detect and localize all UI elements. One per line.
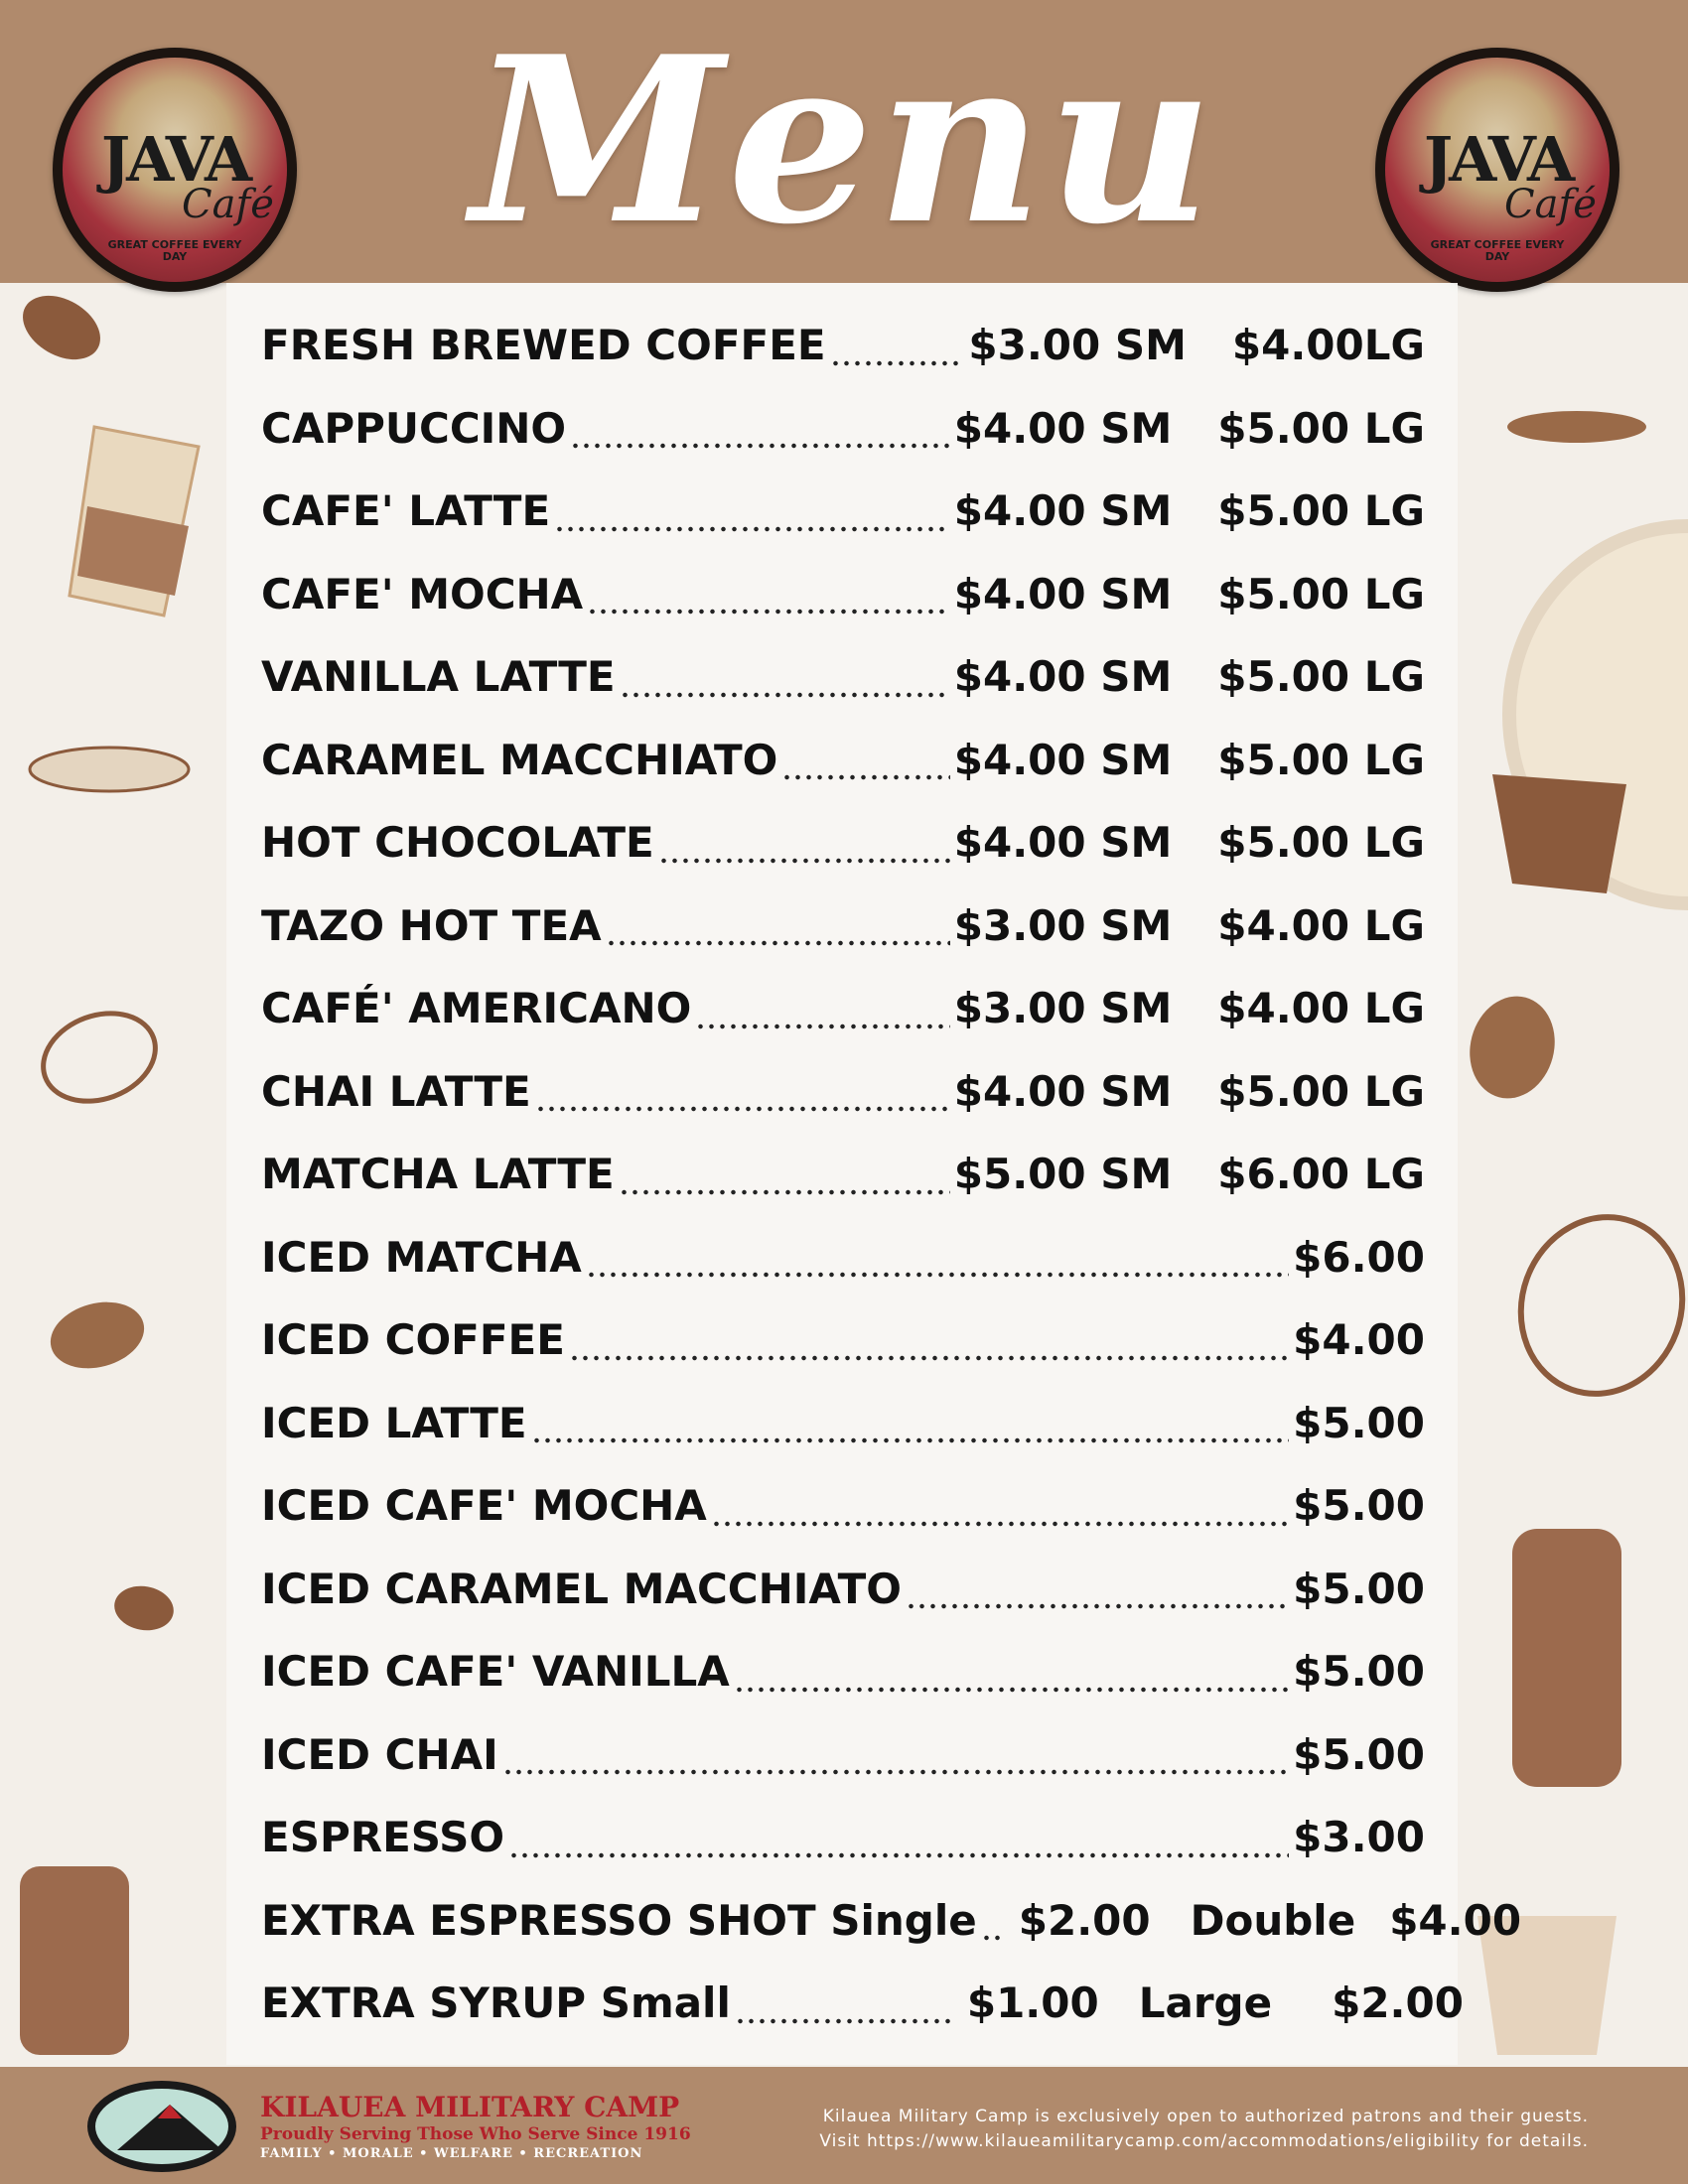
item-price: $5.00 (1293, 1647, 1425, 1697)
footer-note-line: Visit https://www.kilaueamilitarycamp.com/accommodations/eligibility for details. (819, 2131, 1589, 2151)
price-small: $4.00 SM (953, 735, 1173, 784)
item-name: ICED MATCHA (261, 1232, 582, 1282)
menu-item (261, 801, 1425, 885)
camp-values: FAMILY • MORALE • WELFARE • RECREATION (260, 2146, 643, 2161)
dot-leader (734, 1686, 1289, 1694)
item-name: ICED CAFE' VANILLA (261, 1647, 730, 1697)
price-small: $4.00 SM (953, 652, 1173, 702)
item-name: ICED CARAMEL MACCHIATO (261, 1564, 902, 1613)
dot-leader (508, 1851, 1289, 1859)
item-name: VANILLA LATTE (261, 652, 616, 702)
menu-item (261, 1548, 1425, 1631)
price-small: $4.00 SM (953, 1066, 1173, 1116)
menu-item (261, 470, 1425, 553)
camp-tagline: Proudly Serving Those Who Serve Since 1916 (260, 2124, 691, 2144)
price-large: $5.00 LG (1217, 486, 1425, 536)
item-name: ICED COFFEE (261, 1315, 565, 1365)
price-small: $4.00 SM (953, 403, 1173, 453)
price-large: $5.00 LG (1217, 735, 1425, 784)
dot-leader (658, 857, 950, 865)
dot-leader (502, 1768, 1289, 1776)
menu-item (261, 1216, 1425, 1299)
dot-leader (781, 773, 949, 781)
menu-item (261, 1464, 1425, 1548)
menu-item (261, 1133, 1425, 1216)
dot-leader (606, 939, 950, 947)
menu-item (261, 553, 1425, 636)
price-large: $6.00 LG (1217, 1150, 1425, 1199)
item-price: $5.00 (1293, 1398, 1425, 1447)
price-small: $4.00 SM (953, 486, 1173, 536)
dot-leader (981, 1934, 1003, 1942)
dot-leader (620, 691, 950, 699)
footer-note (695, 2105, 1589, 2154)
menu-item (261, 1796, 1425, 1879)
price-large: $5.00 LG (1217, 818, 1425, 868)
price-small: $4.00 SM (953, 818, 1173, 868)
logo-brand: JAVA (100, 123, 249, 196)
item-name: FRESH BREWED COFFEE (261, 321, 826, 370)
price-small: $5.00 SM (953, 1150, 1173, 1199)
price-double: $4.00 (1389, 1895, 1522, 1945)
item-name: ICED CHAI (261, 1729, 498, 1779)
price-large: $4.00 LG (1217, 900, 1425, 950)
item-name: CARAMEL MACCHIATO (261, 735, 778, 784)
item-name: CAFÉ' AMERICANO (261, 984, 692, 1033)
menu-item (261, 387, 1425, 471)
extra-espresso-row (261, 1879, 1522, 1963)
price-large: $2.00 (1332, 1979, 1464, 2028)
dot-leader (586, 1271, 1289, 1279)
item-price: $4.00 (1293, 1315, 1425, 1365)
item-price: $6.00 (1293, 1232, 1425, 1282)
dot-leader (587, 608, 950, 615)
coffee-bean-icon (111, 1581, 178, 1635)
logo-script: Café (182, 182, 274, 227)
price-large: $5.00 LG (1217, 1066, 1425, 1116)
coffee-bean-icon (43, 1293, 151, 1379)
java-cafe-logo (53, 48, 297, 292)
menu-item (261, 1630, 1425, 1713)
item-name: ICED LATTE (261, 1398, 527, 1447)
coffee-bean-icon (1507, 411, 1646, 443)
peak-icon (158, 2105, 182, 2118)
label-large: Large (1138, 1979, 1273, 2028)
price-small: $3.00 SM (953, 900, 1173, 950)
item-name: ESPRESSO (261, 1813, 505, 1862)
dot-leader (535, 1105, 950, 1113)
price-large: $5.00 LG (1217, 403, 1425, 453)
price-large: $4.00LG (1231, 321, 1425, 370)
dot-leader (711, 1520, 1289, 1528)
dot-leader (695, 1023, 949, 1030)
item-name: CAFE' MOCHA (261, 569, 584, 618)
coffee-bean-icon (1459, 987, 1566, 1108)
dot-leader (830, 359, 965, 367)
coffee-bean-icon (1496, 1194, 1688, 1417)
bottle-icon (1512, 1529, 1621, 1787)
price-large: $4.00 LG (1217, 984, 1425, 1033)
item-price: $5.00 (1293, 1729, 1425, 1779)
coffee-bean-icon (12, 283, 112, 372)
price-large: $5.00 LG (1217, 569, 1425, 618)
dot-leader (531, 1436, 1290, 1444)
menu-item (261, 1050, 1425, 1134)
dot-leader (570, 442, 950, 450)
camp-name: KILAUEA MILITARY CAMP (260, 2091, 680, 2123)
item-price: $5.00 (1293, 1564, 1425, 1613)
extra-syrup-row (261, 1962, 1464, 2045)
price-large: $5.00 LG (1217, 652, 1425, 702)
menu-item (261, 1382, 1425, 1465)
menu-item (261, 304, 1425, 387)
saucer-icon (30, 748, 189, 791)
item-name: CAPPUCCINO (261, 403, 567, 453)
label-double: Double (1190, 1895, 1356, 1945)
item-name: CHAI LATTE (261, 1066, 531, 1116)
dot-leader (619, 1188, 950, 1196)
item-name: ICED CAFE' MOCHA (261, 1481, 707, 1531)
coffee-decoration-left (0, 278, 226, 2065)
dot-leader (906, 1602, 1289, 1610)
menu-item (261, 967, 1425, 1050)
item-name: EXTRA SYRUP Small (261, 1979, 731, 2028)
menu-item (261, 635, 1425, 719)
item-price: $3.00 (1293, 1813, 1425, 1862)
price-small: $1.00 (966, 1979, 1099, 2028)
menu-item (261, 1713, 1425, 1797)
dot-leader (569, 1354, 1289, 1362)
item-name: MATCHA LATTE (261, 1150, 615, 1199)
menu-item (261, 719, 1425, 802)
coffee-decoration-right (1458, 278, 1688, 2065)
item-name: EXTRA ESPRESSO SHOT Single (261, 1895, 977, 1945)
mug-icon (1492, 774, 1626, 893)
logo-brand: JAVA (1423, 123, 1572, 196)
menu-item (261, 1298, 1425, 1382)
item-name: CAFE' LATTE (261, 486, 551, 536)
menu-list (261, 304, 1522, 2045)
price-small: $3.00 SM (968, 321, 1187, 370)
menu-item (261, 885, 1425, 968)
item-price: $5.00 (1293, 1481, 1425, 1531)
logo-tagline: GREAT COFFEE EVERY DAY (107, 238, 242, 263)
bottle-icon (20, 1866, 129, 2055)
item-name: HOT CHOCOLATE (261, 818, 654, 868)
logo-script: Café (1504, 182, 1597, 227)
dot-leader (554, 525, 950, 533)
logo-tagline: GREAT COFFEE EVERY DAY (1430, 238, 1565, 263)
price-small: $3.00 SM (953, 984, 1173, 1033)
java-cafe-logo (1375, 48, 1619, 292)
footer-note-line: Kilauea Military Camp is exclusively open to authorized patrons and their guests. (822, 2107, 1589, 2126)
coffee-bean-icon (31, 999, 168, 1117)
kmc-logo (87, 2081, 236, 2172)
dot-leader (735, 2017, 951, 2025)
item-name: TAZO HOT TEA (261, 900, 602, 950)
price-small: $4.00 SM (953, 569, 1173, 618)
menu-title: Menu (471, 7, 1217, 275)
price-single: $2.00 (1018, 1895, 1151, 1945)
